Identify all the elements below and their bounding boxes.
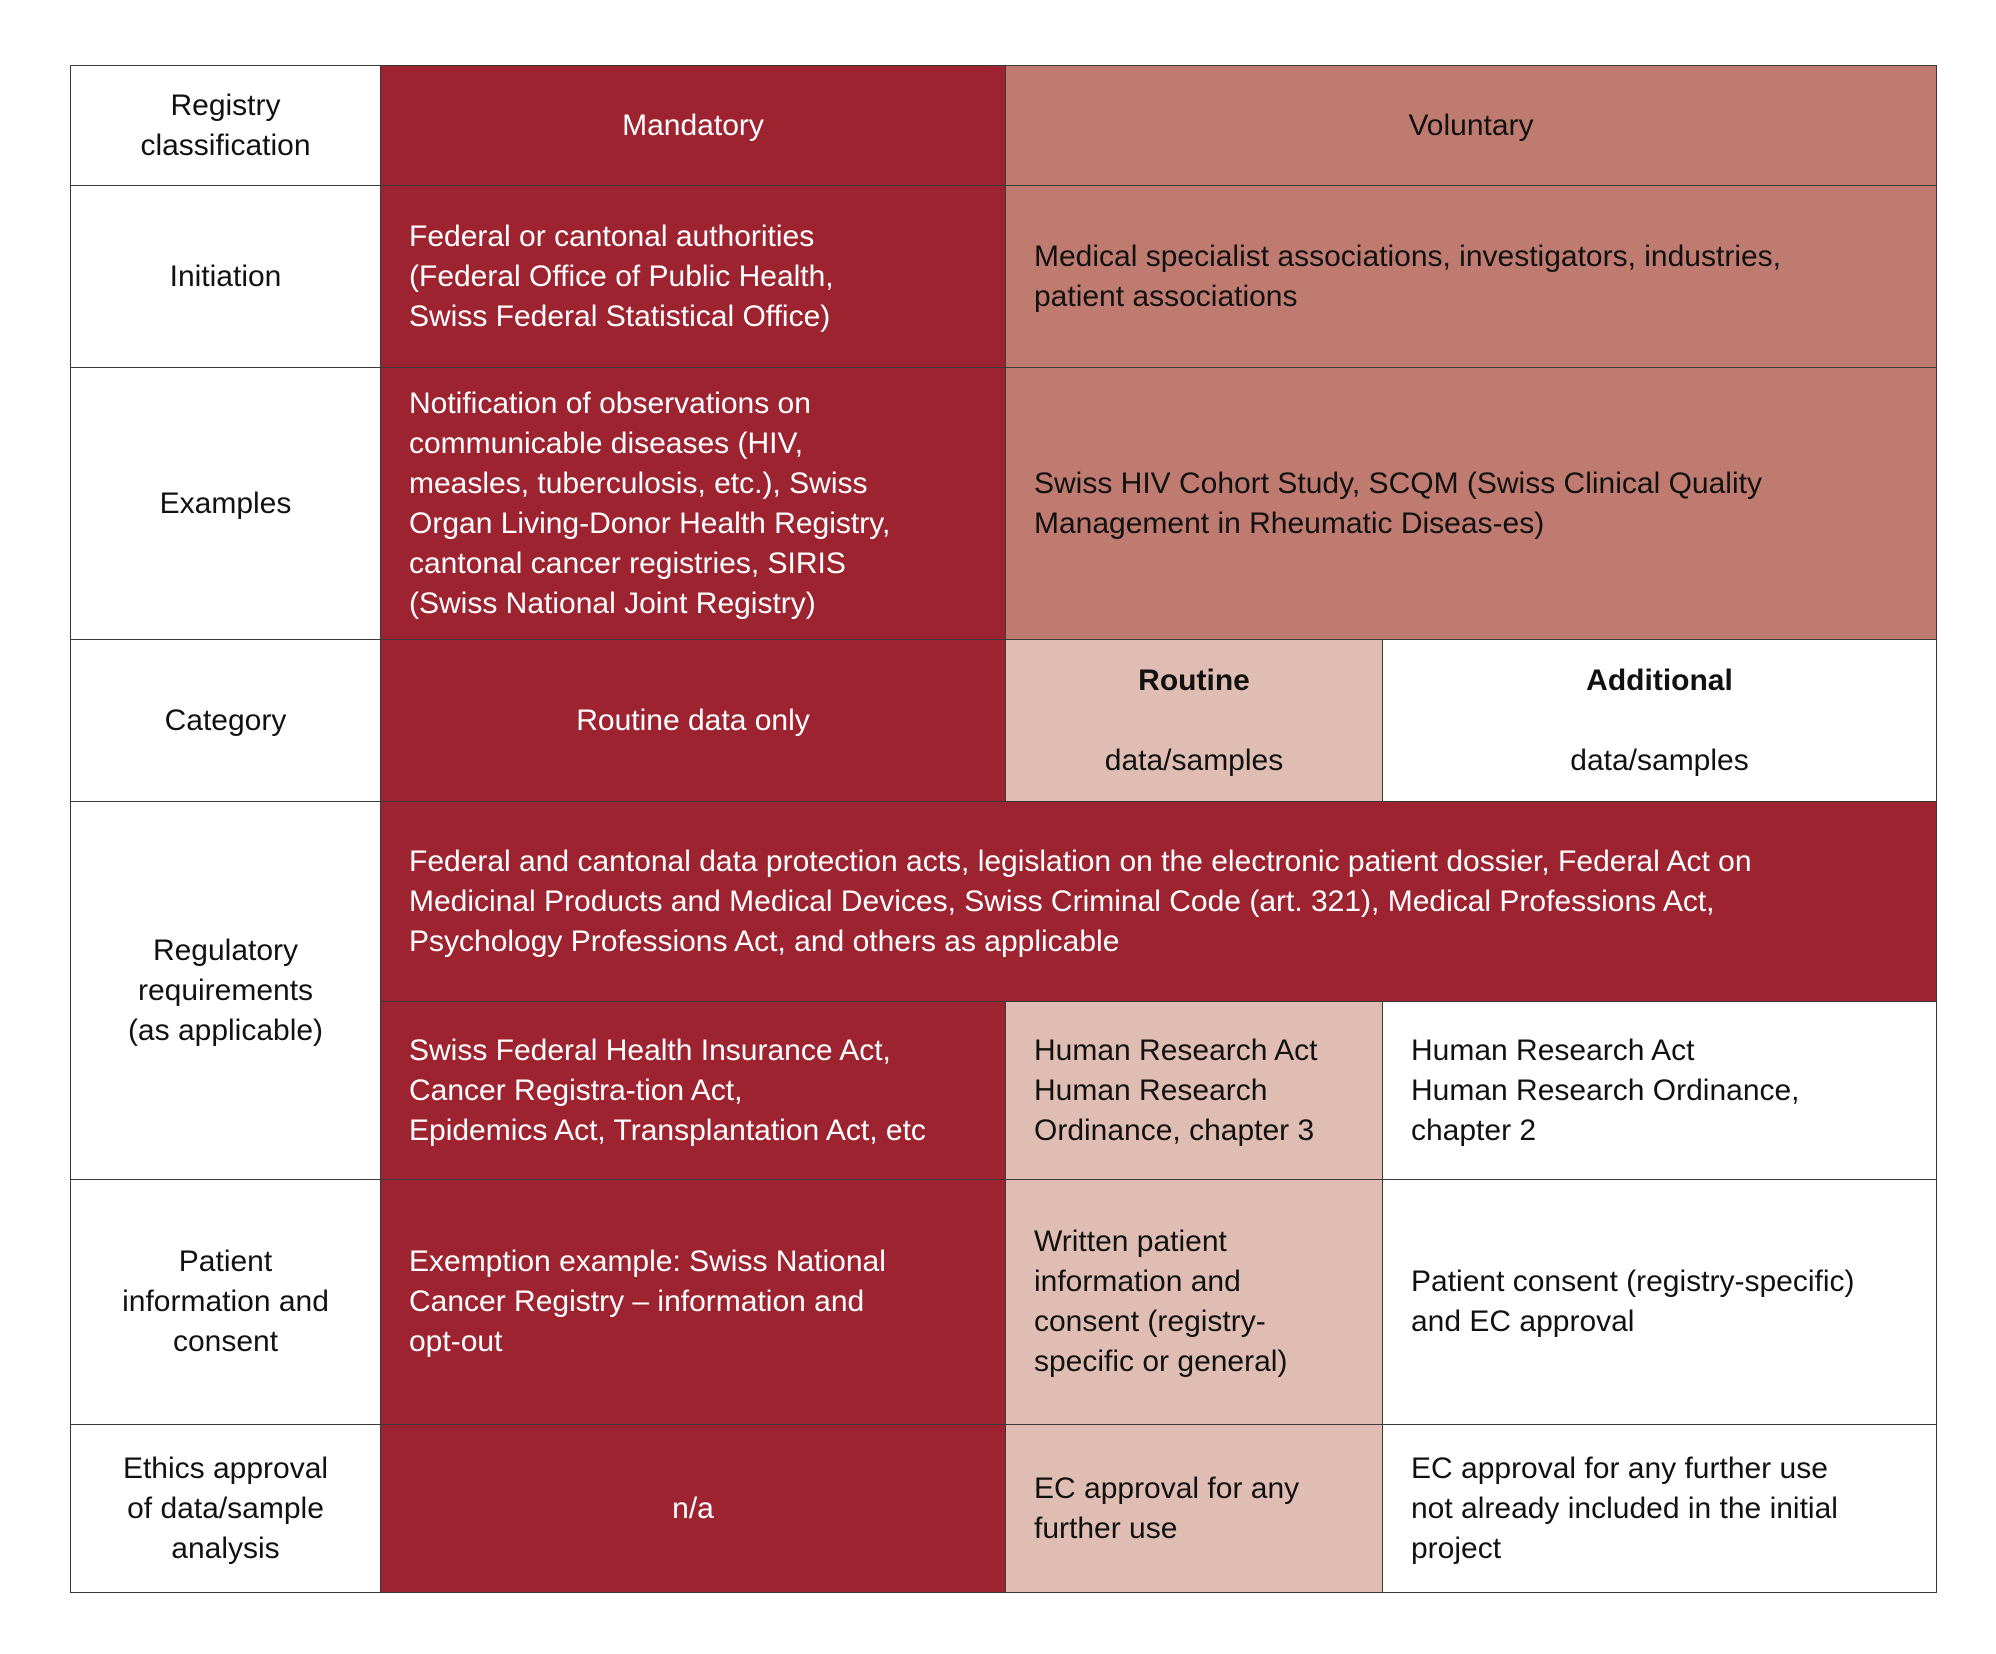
row-initiation [71, 186, 1937, 368]
category-additional-title: Additional [1586, 663, 1733, 697]
category-routine [1006, 640, 1383, 802]
category-routine-title: Routine [1138, 663, 1250, 697]
label-ethics-approval: Ethics approval of data/sample analysis [71, 1425, 381, 1593]
row-classification [71, 66, 1937, 186]
consent-routine: Written patient information and consent (registry- specific or general) [1006, 1180, 1383, 1425]
label-initiation: Initiation [71, 186, 381, 368]
header-voluntary: Voluntary [1006, 66, 1937, 186]
consent-additional: Patient consent (registry-specific) and EC approval [1383, 1180, 1937, 1425]
examples-voluntary: Swiss HIV Cohort Study, SCQM (Swiss Clinical Quality Management in Rheumatic Diseas-es) [1006, 368, 1937, 640]
row-consent [71, 1180, 1937, 1425]
regulatory-routine: Human Research Act Human Research Ordinance, chapter 3 [1006, 1002, 1383, 1180]
row-examples [71, 368, 1937, 640]
header-mandatory: Mandatory [381, 66, 1006, 186]
row-ethics [71, 1425, 1937, 1593]
regulatory-general: Federal and cantonal data protection acts, legislation on the electronic patient dossier, Federal Act on Medicinal Products and Medical Devices, Swiss Criminal Code (art. 321), Medical Professions Act, Psychology Professions Act, and others as applicable [381, 802, 1937, 1002]
registry-comparison-table [70, 65, 1937, 1593]
category-additional [1383, 640, 1937, 802]
initiation-mandatory: Federal or cantonal authorities (Federal Office of Public Health, Swiss Federal Statistical Office) [381, 186, 1006, 368]
row-regulatory-general [71, 802, 1937, 1002]
regulatory-additional: Human Research Act Human Research Ordinance, chapter 2 [1383, 1002, 1937, 1180]
label-patient-consent: Patient information and consent [71, 1180, 381, 1425]
examples-mandatory: Notification of observations on communicable diseases (HIV, measles, tuberculosis, etc.), Swiss Organ Living-Donor Health Registry, cantonal cancer registries, SIRIS (Swiss National Joint Registry) [381, 368, 1006, 640]
consent-mandatory: Exemption example: Swiss National Cancer Registry – information and opt-out [381, 1180, 1006, 1425]
category-routine-sub: data/samples [1104, 743, 1284, 777]
label-examples: Examples [71, 368, 381, 640]
ethics-routine: EC approval for any further use [1006, 1425, 1383, 1593]
label-registry-classification: Registry classification [71, 66, 381, 186]
ethics-additional: EC approval for any further use not already included in the initial project [1383, 1425, 1937, 1593]
ethics-mandatory: n/a [381, 1425, 1006, 1593]
regulatory-mandatory: Swiss Federal Health Insurance Act, Cancer Registra-tion Act, Epidemics Act, Transplantation Act, etc [381, 1002, 1006, 1180]
category-additional-sub: data/samples [1570, 743, 1749, 777]
row-category [71, 640, 1937, 802]
label-regulatory-requirements: Regulatory requirements (as applicable) [71, 802, 381, 1180]
initiation-voluntary: Medical specialist associations, investigators, industries, patient associations [1006, 186, 1937, 368]
label-category: Category [71, 640, 381, 802]
category-mandatory: Routine data only [381, 640, 1006, 802]
